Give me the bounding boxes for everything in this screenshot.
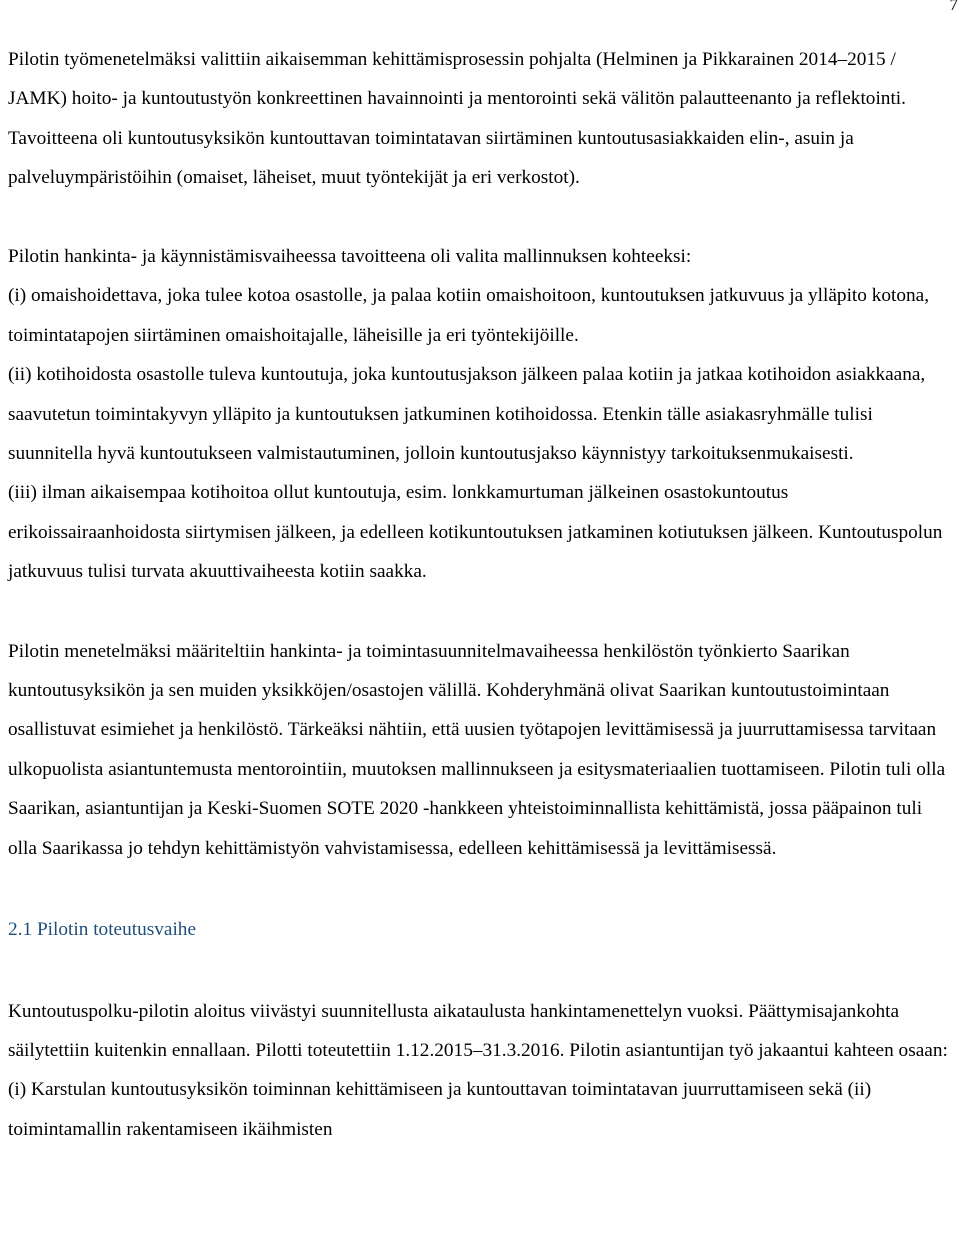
paragraph-target-i: (i) omaishoidettava, joka tulee kotoa osastolle, ja palaa kotiin omaishoitoon, kuntoutuksen jatkuvuus ja ylläpito kotona, toimintatapojen siirtäminen omaishoitajalle, läheisille ja eri työntekijöille.: [8, 285, 930, 346]
paragraph-method: Pilotin työmenetelmäksi valittiin aikaisemman kehittämisprosessin pohjalta (Helminen ja Pikkarainen 2014–2015 / JAMK) hoito- ja kuntoutustyön konkreettinen havainnointi ja mentorointi sekä välitön palautteenanto ja reflektointi. Tavoitteena oli kuntoutusyksikön kuntouttavan toimintatavan siirtäminen kuntoutusasiakkaiden elin-, asuin ja palveluympäristöihin (omaiset, läheiset, muut työntekijät ja eri verkostot).: [8, 49, 906, 189]
section-number: 2.1: [8, 919, 33, 941]
paragraph-implementation: Kuntoutuspolku-pilotin aloitus viivästyi suunnitellusta aikataulusta hankintamenettelyn vuoksi. Päättymisajankohta säilytettiin kuitenkin ennallaan. Pilotti toteutettiin 1.12.2015–31.3.2016. Pilotin asiantuntijan työ jakaantui kahteen osaan: (i) Karstulan kuntoutusyksikön toiminnan kehittämiseen ja kuntouttavan toimintatavan juurruttamiseen sekä (ii) toimintamallin rakentamiseen ikäihmisten: [8, 1000, 948, 1140]
section-heading: [8, 910, 954, 949]
paragraph-rotation: Pilotin menetelmäksi määriteltiin hankinta- ja toimintasuunnitelmavaiheessa henkilöstön työnkierto Saarikan kuntoutusyksikön ja sen muiden yksikköjen/osastojen välillä. Kohderyhmänä olivat Saarikan kuntoutustoimintaan osallistuvat esimiehet ja henkilöstö. Tärkeäksi nähtiin, että uusien työtapojen levittämisessä ja juurruttamisessa tarvitaan ulkopuolista asiantuntemusta mentorointiin, muutoksen mallinnukseen ja esitysmateriaalien tuottamiseen. Pilotin tuli olla Saarikan, asiantuntijan ja Keski-Suomen SOTE 2020 -hankkeen yhteistoiminnallista kehittämistä, jossa pääpainon tuli olla Saarikassa jo tehdyn kehittämistyön vahvistamisessa, edelleen kehittämisessä ja levittämisessä.: [8, 640, 946, 859]
page-number: 7: [949, 0, 958, 14]
section-title: Pilotin toteutusvaihe: [36, 919, 196, 941]
paragraph-targets-intro: Pilotin hankinta- ja käynnistämisvaiheessa tavoitteena oli valita mallinnuksen kohteeksi:: [8, 246, 692, 268]
document-body: [8, 40, 954, 1149]
paragraph-target-iii: (iii) ilman aikaisempaa kotihoitoa ollut kuntoutuja, esim. lonkkamurtuman jälkeinen osastokuntoutus erikoissairaanhoidosta siirtymisen jälkeen, ja edelleen kotikuntoutuksen jatkaminen kotiutuksen jälkeen. Kuntoutuspolun jatkuvuus tulisi turvata akuuttivaiheesta kotiin saakka.: [8, 482, 943, 583]
paragraph-target-ii: (ii) kotihoidosta osastolle tuleva kuntoutuja, joka kuntoutusjakson jälkeen palaa kotiin ja jatkaa kotihoidon asiakkaana, saavutetun toimintakyvyn ylläpito ja kuntoutuksen jatkuminen kotihoidossa. Etenkin tälle asiakasryhmälle tulisi suunnitella hyvä kuntoutukseen valmistautuminen, jolloin kuntoutusjakso käynnistyy tarkoituksenmukaisesti.: [8, 364, 926, 465]
